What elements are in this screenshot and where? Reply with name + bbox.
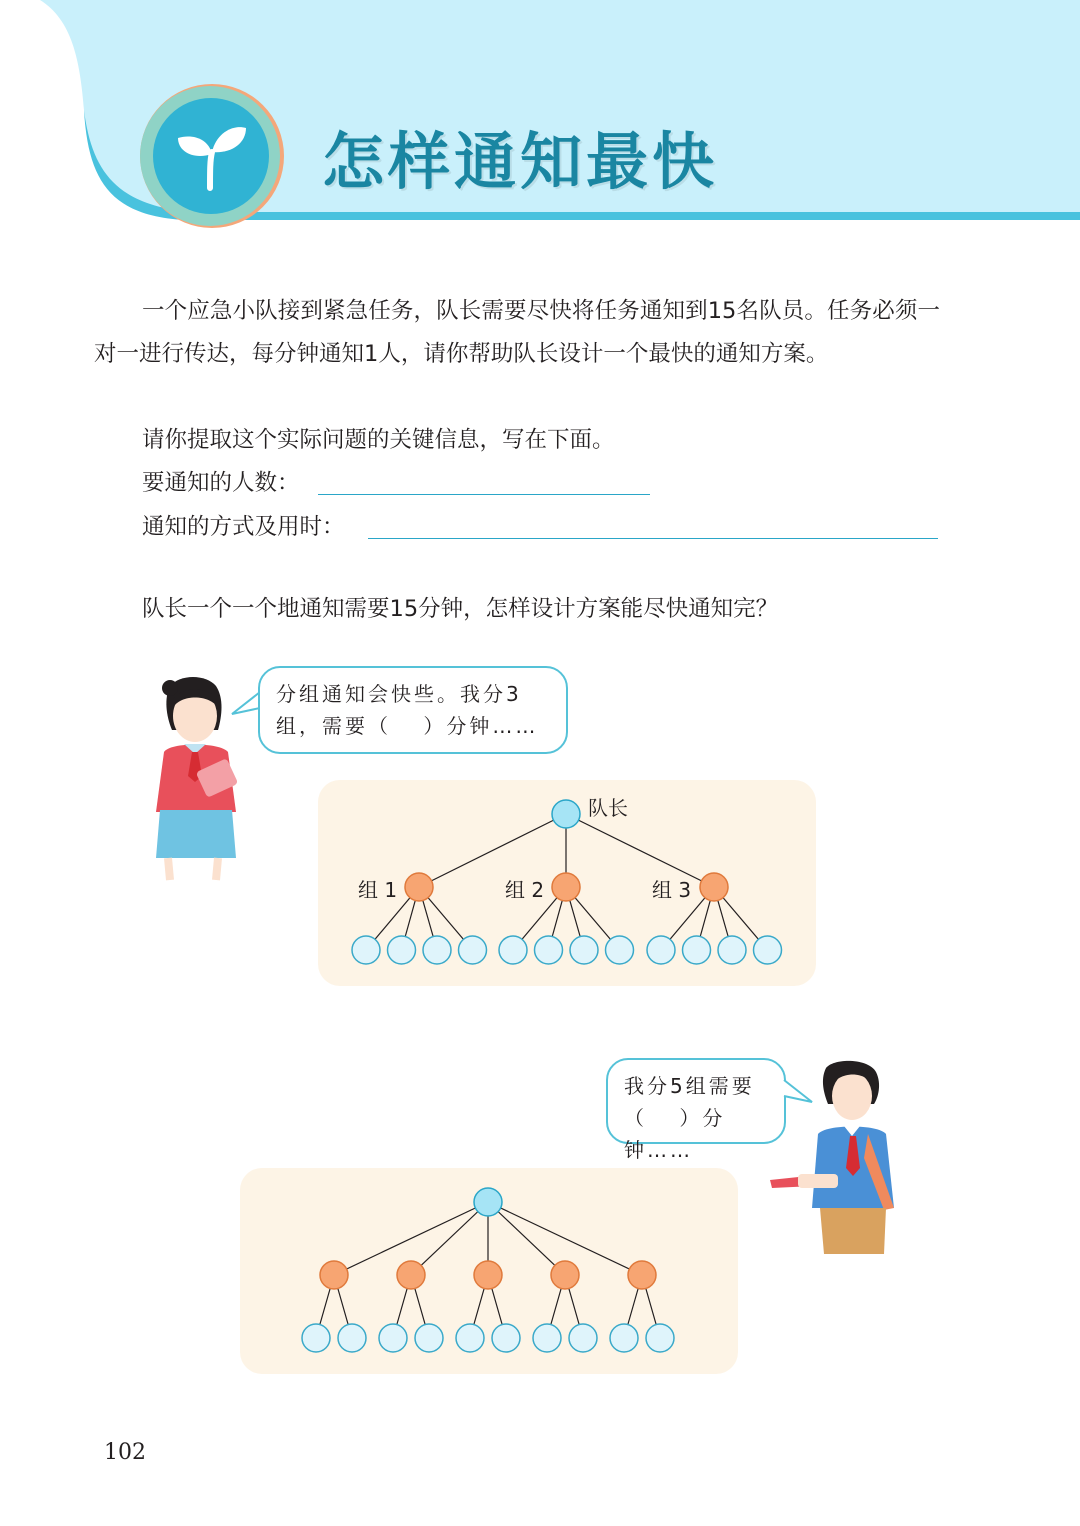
- tree1-member-node-g3-m2: [683, 936, 711, 964]
- tree2-member-node-g2-m2: [415, 1324, 443, 1352]
- tree1-group-node-1: [405, 873, 433, 901]
- page-number: 102: [104, 1440, 146, 1465]
- tree1-member-node-g1-m2: [388, 936, 416, 964]
- tree1-member-node-g1-m4: [459, 936, 487, 964]
- tree2-group-node-5: [628, 1261, 656, 1289]
- tree2-root-node: [474, 1188, 502, 1216]
- tree2-member-node-g4-m2: [569, 1324, 597, 1352]
- tree1-member-node-g1-m3: [423, 936, 451, 964]
- tree2-member-node-g5-m1: [610, 1324, 638, 1352]
- field-people-blank[interactable]: [318, 494, 650, 495]
- tree1-group-label-1: 组 1: [358, 878, 398, 902]
- intro-paragraph: 一个应急小队接到紧急任务，队长需要尽快将任务通知到15名队员。任务必须一对一进行传达，每分钟通知1人，请你帮助队长设计一个最快的通知方案。: [94, 298, 940, 367]
- boy-illustration: [768, 1058, 908, 1258]
- sprout-icon: [172, 116, 252, 196]
- tree1-member-node-g3-m4: [754, 936, 782, 964]
- tree2-group-node-1: [320, 1261, 348, 1289]
- tree2-group-node-4: [551, 1261, 579, 1289]
- boy-speech-bubble: [606, 1058, 786, 1162]
- tree1-member-node-g1-m1: [352, 936, 380, 964]
- field-people-label: 要通知的人数：: [142, 470, 300, 496]
- tree2-member-node-g4-m1: [533, 1324, 561, 1352]
- tree1-group-node-2: [552, 873, 580, 901]
- prompt-text: 请你提取这个实际问题的关键信息，写在下面。: [142, 427, 615, 453]
- tree1-member-node-g2-m4: [606, 936, 634, 964]
- field-method-blank[interactable]: [368, 538, 938, 539]
- field-method-label: 通知的方式及用时：: [142, 514, 345, 540]
- tree1-group-node-3: [700, 873, 728, 901]
- tree2-group-node-3: [474, 1261, 502, 1289]
- tree2-member-node-g2-m1: [379, 1324, 407, 1352]
- tree1-group-label-2: 组 2: [505, 878, 545, 902]
- tree2-member-node-g1-m1: [302, 1324, 330, 1352]
- tree2-edge-root-4: [488, 1202, 565, 1275]
- girl-bubble-line2: 组，需要（ ）分钟……: [276, 714, 539, 738]
- girl-bubble-line1: 分组通知会快些。我分3: [276, 682, 522, 706]
- tree-diagram-5-groups-svg: [240, 1168, 738, 1374]
- tree1-member-node-g2-m3: [570, 936, 598, 964]
- tree2-edge-root-2: [411, 1202, 488, 1275]
- tree2-member-node-g1-m2: [338, 1324, 366, 1352]
- tree2-member-node-g3-m1: [456, 1324, 484, 1352]
- tree1-root-node: [552, 800, 580, 828]
- question-text: 队长一个一个地通知需要15分钟，怎样设计方案能尽快通知完？: [142, 596, 779, 622]
- page-title: 怎样通知最快: [322, 125, 719, 198]
- tree1-member-node-g3-m1: [647, 936, 675, 964]
- tree2-member-node-g5-m2: [646, 1324, 674, 1352]
- boy-bubble-line2: （ ）分钟……: [624, 1106, 726, 1162]
- tree1-member-node-g3-m3: [718, 936, 746, 964]
- girl-speech-bubble: [258, 666, 568, 754]
- tree1-member-node-g2-m1: [499, 936, 527, 964]
- tree1-root-label: 队长: [588, 796, 628, 820]
- tree1-edge-root-3: [566, 814, 714, 887]
- tree1-member-node-g2-m2: [535, 936, 563, 964]
- tree2-group-node-2: [397, 1261, 425, 1289]
- tree1-group-label-3: 组 3: [652, 878, 692, 902]
- boy-bubble-line1: 我分5组需要: [624, 1074, 755, 1098]
- tree2-member-node-g3-m2: [492, 1324, 520, 1352]
- header-band: [0, 0, 1080, 230]
